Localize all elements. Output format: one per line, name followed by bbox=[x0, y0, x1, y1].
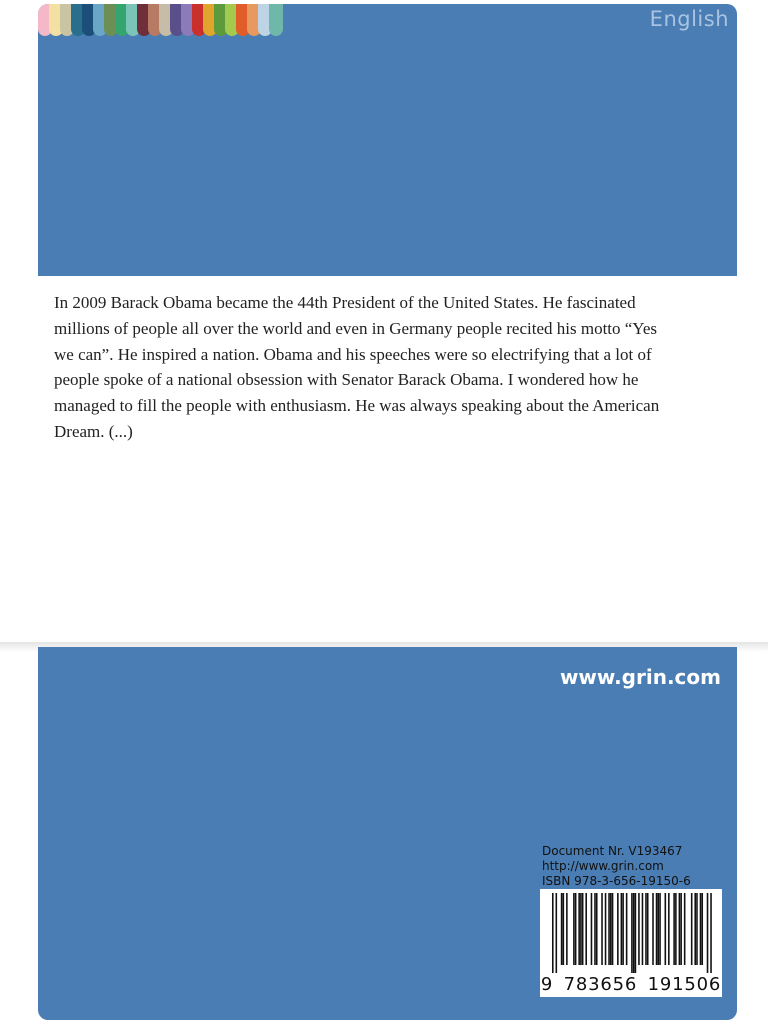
barcode-bar bbox=[659, 893, 661, 965]
barcode-bar bbox=[647, 893, 649, 965]
barcode-bar bbox=[642, 893, 644, 965]
language-label: English bbox=[649, 7, 729, 31]
barcode-bar bbox=[707, 893, 709, 973]
color-stripes bbox=[38, 4, 280, 36]
barcode-bar bbox=[694, 893, 696, 965]
barcode-bar bbox=[552, 893, 554, 973]
barcode-bar bbox=[612, 893, 614, 965]
barcode-bar bbox=[696, 893, 698, 965]
cover-bottom-panel bbox=[38, 647, 737, 1020]
barcode-bar bbox=[605, 893, 607, 965]
barcode-bar bbox=[657, 893, 659, 965]
barcode-bars bbox=[552, 893, 712, 973]
barcode-bar bbox=[591, 893, 593, 965]
barcode-bar bbox=[566, 893, 568, 965]
barcode-bar bbox=[710, 893, 712, 973]
barcode-bar bbox=[575, 893, 577, 965]
barcode-bar bbox=[633, 893, 635, 973]
barcode-bar bbox=[631, 893, 633, 973]
barcode-bar bbox=[638, 893, 640, 965]
barcode-bar bbox=[561, 893, 563, 965]
barcode-bar bbox=[621, 893, 623, 965]
barcode-bar bbox=[563, 893, 565, 965]
color-stripe bbox=[269, 4, 283, 36]
barcode bbox=[540, 889, 722, 997]
barcode-bar bbox=[635, 893, 637, 973]
barcode-bar bbox=[652, 893, 654, 965]
barcode-bar bbox=[596, 893, 598, 965]
document-info bbox=[542, 844, 691, 889]
barcode-bar bbox=[626, 893, 628, 965]
barcode-bar bbox=[573, 893, 575, 965]
barcode-bar bbox=[680, 893, 682, 965]
barcode-bar bbox=[610, 893, 612, 965]
barcode-bar bbox=[585, 893, 587, 965]
barcode-bar bbox=[608, 893, 610, 965]
barcode-bar bbox=[665, 893, 667, 965]
barcode-bar bbox=[645, 893, 647, 965]
isbn: ISBN 978-3-656-19150-6 bbox=[542, 874, 691, 888]
barcode-number: 9 783656 191506 bbox=[540, 974, 722, 995]
barcode-bar bbox=[684, 893, 686, 965]
publisher-website[interactable]: www.grin.com bbox=[559, 665, 721, 689]
cover-top-panel bbox=[38, 4, 737, 276]
barcode-bar bbox=[601, 893, 603, 965]
back-cover-blurb: In 2009 Barack Obama became the 44th President of the United States. He fascinated millions of people all over the world and even in Germany people recited his motto “Yes we can”. He inspired a nation. Obama and his speeches were so electrifying that a lot of people spoke of a national obsession with Senator Barack Obama. I wondered how he managed to fill the people with enthusiasm. He was always speaking about the American Dream. (...) bbox=[54, 293, 660, 441]
barcode-bar bbox=[668, 893, 670, 965]
barcode-bar bbox=[691, 893, 693, 965]
barcode-bar bbox=[701, 893, 703, 965]
barcode-bar bbox=[580, 893, 582, 965]
document-number: Document Nr. V193467 bbox=[542, 844, 683, 858]
barcode-bar bbox=[594, 893, 596, 965]
barcode-bar bbox=[675, 893, 677, 965]
document-url[interactable]: http://www.grin.com bbox=[542, 859, 664, 873]
barcode-bar bbox=[578, 893, 580, 965]
barcode-bar bbox=[556, 893, 558, 973]
barcode-bar bbox=[679, 893, 681, 965]
barcode-bar bbox=[656, 893, 658, 965]
barcode-bar bbox=[700, 893, 702, 965]
barcode-bar bbox=[582, 893, 584, 965]
barcode-bar bbox=[617, 893, 619, 965]
barcode-bar bbox=[622, 893, 624, 965]
barcode-bar bbox=[673, 893, 675, 965]
